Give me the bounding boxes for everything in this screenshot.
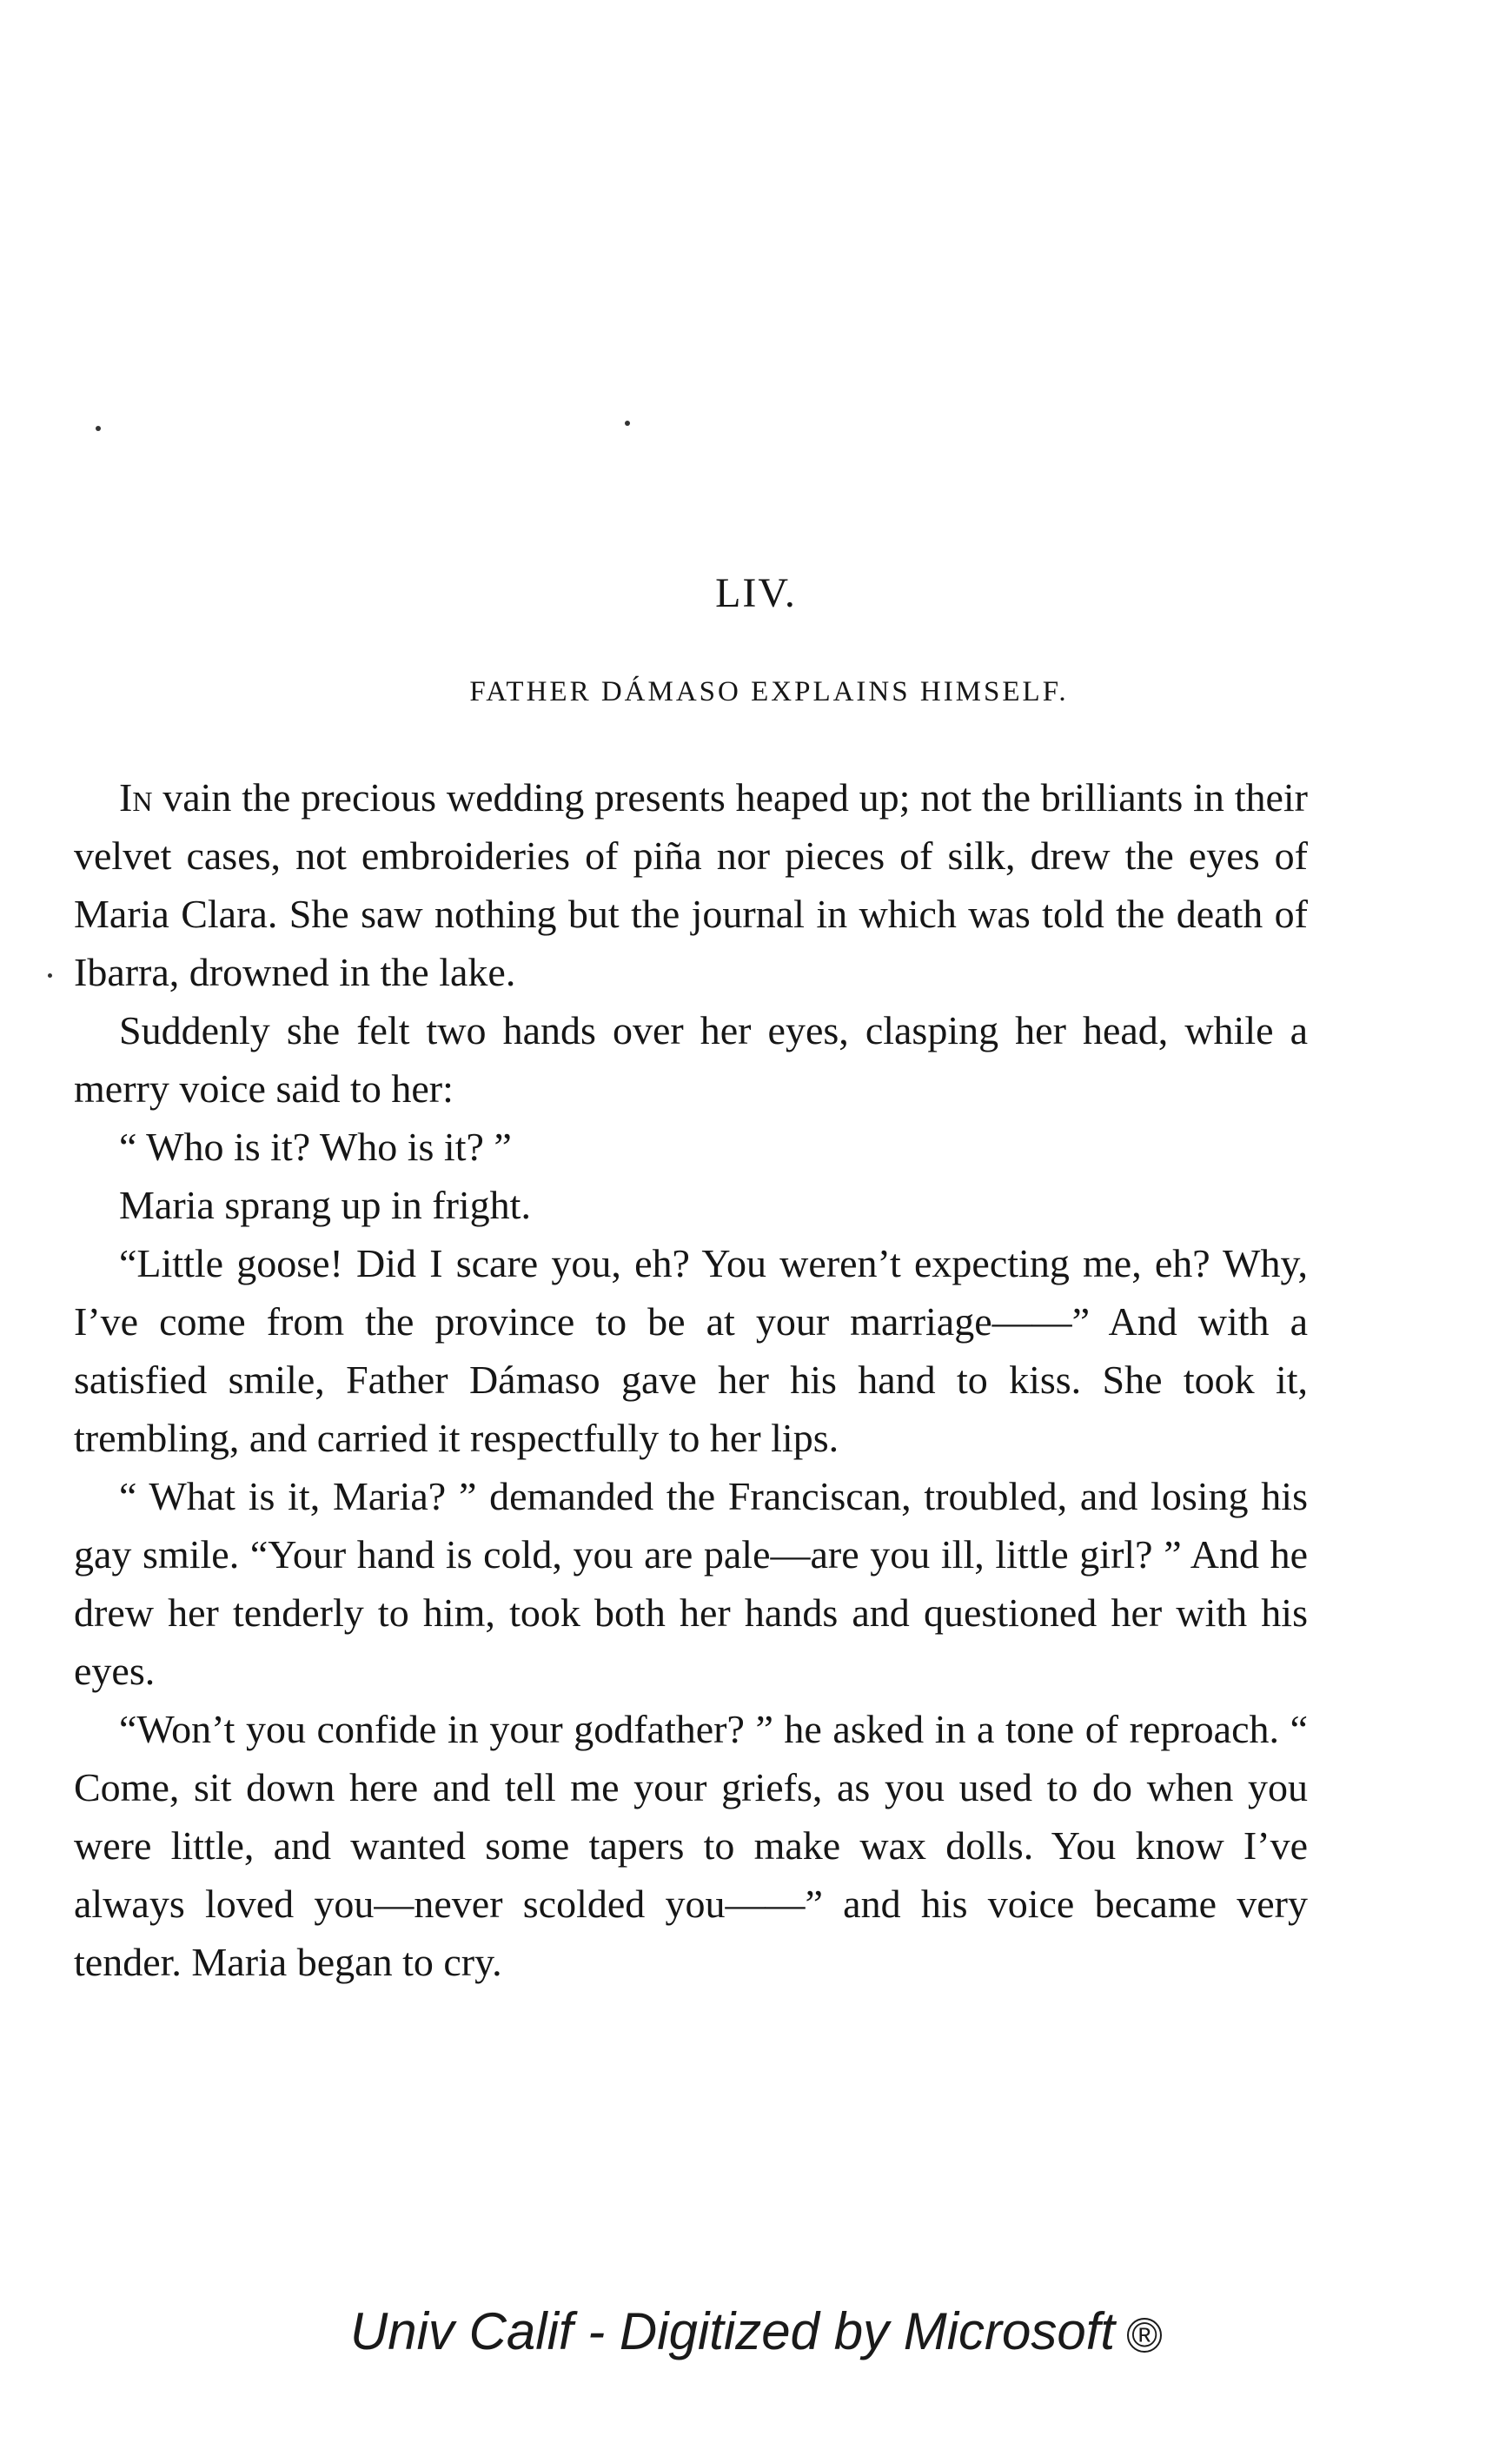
- paragraph: “ Who is it? Who is it? ”: [119, 1125, 512, 1169]
- print-speck: [96, 426, 101, 431]
- watermark-text: Univ Calif - Digitized by Microsoft: [349, 2302, 1116, 2360]
- print-speck: [625, 421, 630, 426]
- dropcap: In: [119, 775, 153, 820]
- paragraph: Maria sprang up in fright.: [119, 1183, 531, 1227]
- paragraph: “ What is it, Maria? ” demanded the Franciscan, troubled, and losing his gay smile. “Your hand is cold, you are pale—are you ill, little girl? ” And he drew her tenderly to him, took both her hands and questioned her with his eyes.: [74, 1474, 1308, 1693]
- chapter-number: LIV.: [715, 570, 797, 616]
- paragraph: “Little goose! Did I scare you, eh? You weren’t expecting me, eh? Why, I’ve come from the province to be at your marriage——” And with a satisfied smile, Father Dámaso gave her his hand to kiss. She took it, trembling, and carried it respectfully to her lips.: [74, 1241, 1308, 1460]
- chapter-title: FATHER DÁMASO EXPLAINS HIMSELF.: [469, 676, 1069, 707]
- paragraph: “Won’t you confide in your godfather? ” he asked in a tone of reproach. “ Come, sit down here and tell me your griefs, as you used to do when you were little, and wanted some tapers to make wax dolls. You know I’ve always loved you—never scolded you——” and his voice became very tender. Maria began to cry.: [74, 1707, 1308, 1984]
- paragraph-text: vain the precious wedding presents heaped up; not the brilliants in their velvet cases, not embroideries of piña nor pieces of silk, drew the eyes of Maria Clara. She saw nothing but the journal in which was told the death of Ibarra, drowned in the lake.: [74, 775, 1308, 994]
- chapter-body: [74, 768, 1308, 1991]
- paragraph: [74, 768, 1308, 1001]
- microsoft-logo-icon: ®: [1127, 2318, 1162, 2353]
- print-speck: [48, 973, 52, 978]
- digitization-watermark: [0, 2301, 1512, 2361]
- paragraph: Suddenly she felt two hands over her eyes, clasping her head, while a merry voice said to her:: [74, 1008, 1308, 1111]
